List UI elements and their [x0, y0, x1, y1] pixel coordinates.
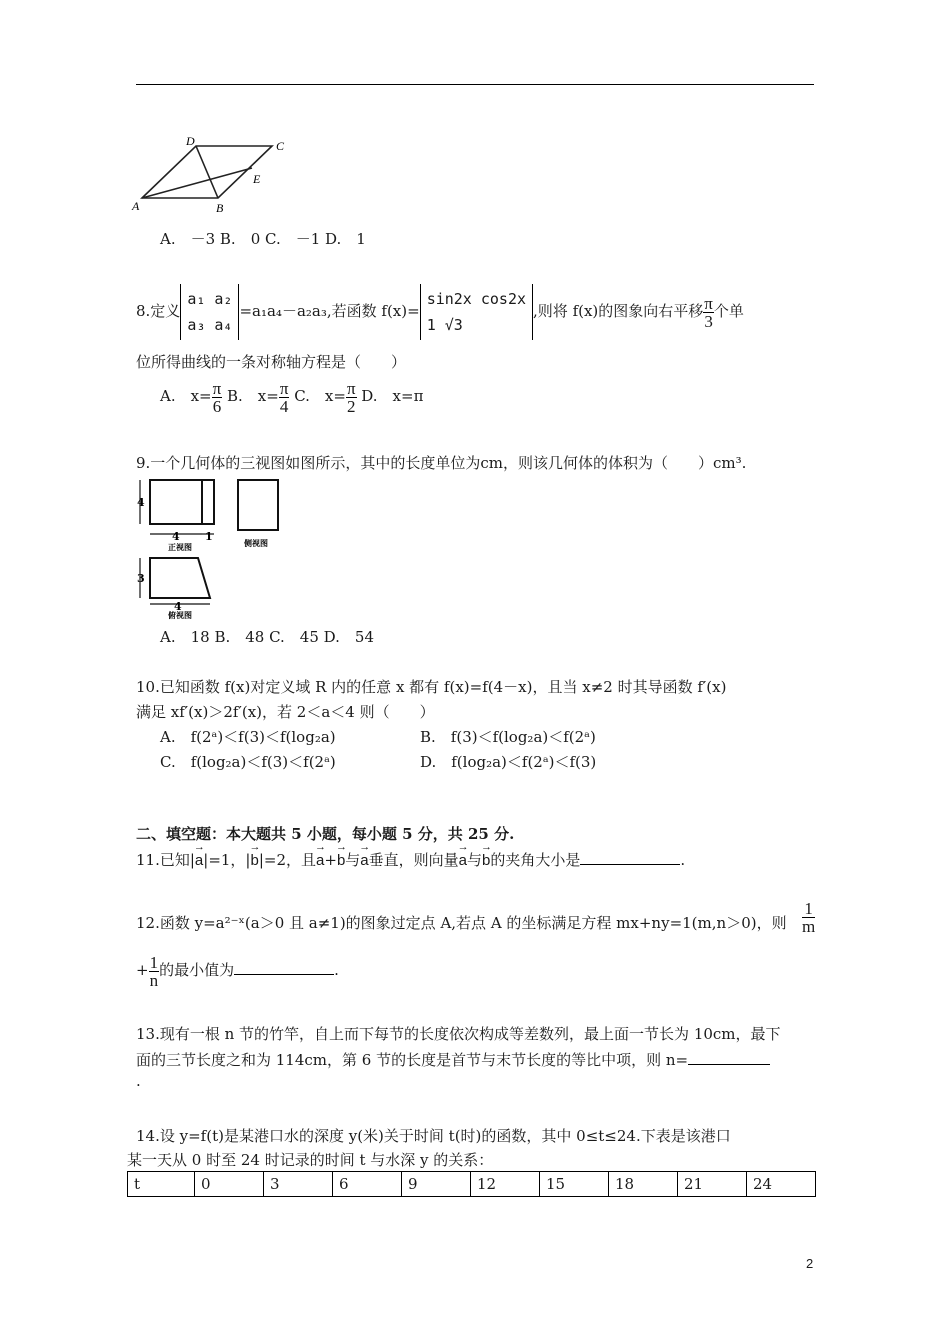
label-B: B	[216, 201, 224, 215]
dim-depth-3: 3	[137, 572, 145, 585]
dim-width-1: 1	[205, 530, 213, 543]
q12-line1: 12.函数 y=a²⁻ˣ(a＞0 且 a≠1)的图象过定点 A,若点 A 的坐标满足方程 mx+ny=1(m,n＞0)，则	[136, 914, 787, 932]
table-cell: 6	[333, 1172, 402, 1197]
parallelogram-figure	[134, 134, 294, 214]
top-view-caption: 俯视图	[168, 610, 192, 620]
q8-def: =a₁a₄－a₂a₃,若函数 f(x)=	[239, 302, 420, 320]
q8-line2: 位所得曲线的一条对称轴方程是（ ）	[136, 353, 407, 371]
table-cell: 18	[609, 1172, 678, 1197]
label-C: C	[276, 139, 285, 153]
header-rule	[136, 84, 814, 85]
q8-options: A. x= $\frac{\pi}{6}$ B. x= $\frac{\pi}{4}$ C. x= $\frac{\pi}{2}$ D. x=π	[160, 378, 424, 416]
q14-line2: 某一天从 0 时至 24 时记录的时间 t 与水深 y 的关系：	[127, 1151, 494, 1169]
q12-fraction-2: $\frac{1}{n}$	[149, 952, 159, 990]
vector-a: → a	[195, 852, 203, 869]
three-view-figure	[134, 474, 294, 620]
q10-optD: D. f(log₂a)＜f(2ᵃ)＜f(3)	[420, 753, 597, 771]
table-cell: 9	[402, 1172, 471, 1197]
q12-line2: + $\frac{1}{n}$ 的最小值为 .	[136, 952, 339, 990]
q13-end: .	[136, 1072, 141, 1090]
table-cell: 21	[678, 1172, 747, 1197]
det2-row2: 1 √3	[426, 316, 463, 334]
side-view-caption: 侧视图	[244, 538, 268, 548]
table-cell: 12	[471, 1172, 540, 1197]
label-A: A	[132, 199, 140, 213]
q10-optC: C. f(log₂a)＜f(3)＜f(2ᵃ)	[160, 753, 336, 771]
function-determinant	[420, 284, 533, 340]
table-cell: t	[128, 1172, 195, 1197]
q12-fraction-1: $\frac{1}{m}$	[802, 899, 816, 936]
section-heading: 二、填空题：本大题共 5 小题，每小题 5 分，共 25 分.	[136, 825, 515, 843]
q8-tail: 个单	[713, 302, 744, 320]
answer-blank	[234, 960, 334, 975]
q8-mid: ,则将 f(x)的图象向右平移	[533, 302, 704, 320]
q13-line1: 13.现有一根 n 节的竹竿，自上而下每节的长度依次构成等差数列，最上面一节长为 10cm，最下	[136, 1025, 781, 1043]
answer-blank	[580, 850, 680, 865]
q9-text: 9.一个几何体的三视图如图所示，其中的长度单位为cm，则该几何体的体积为（ ）cm³.	[136, 454, 747, 472]
q10-line1: 10.已知函数 f(x)对定义域 R 内的任意 x 都有 f(x)=f(4－x)，且当 x≠2 时其导函数 f′(x)	[136, 678, 727, 696]
q10-optA: A. f(2ᵃ)＜f(3)＜f(log₂a)	[160, 728, 336, 746]
q13-line2: 面的三节长度之和为 114cm，第 6 节的长度是首节与末节长度的等比中项，则 n=	[136, 1049, 770, 1070]
table-cell: 24	[747, 1172, 816, 1197]
table-cell: 3	[264, 1172, 333, 1197]
q10-line2: 满足 xf′(x)＞2f′(x)，若 2＜a＜4 则（ ）	[136, 703, 435, 721]
label-D: D	[186, 134, 195, 148]
dim-top-4: 4	[174, 600, 182, 613]
det1-row2: a₃ a₄	[187, 316, 233, 334]
det2-row1: sin2x cos2x	[426, 290, 527, 308]
q7-options: A. －3 B. 0 C. －1 D. 1	[160, 230, 366, 248]
front-view-caption: 正视图	[168, 542, 192, 552]
q8-line1	[136, 283, 744, 340]
det1-row1: a₁ a₂	[187, 290, 233, 308]
table-cell: 15	[540, 1172, 609, 1197]
vector-b: → b	[251, 852, 259, 869]
q14-line1: 14.设 y=f(t)是某港口水的深度 y(米)关于时间 t(时)的函数，其中 0≤t≤24.下表是该港口	[136, 1127, 731, 1145]
table-row	[128, 1172, 816, 1197]
q11-text: 11.已知|→ a|=1，|→ b|=2，且→ a+→ b与→ a垂直，则向量→ a与→ b的夹角大小是 .	[136, 849, 685, 870]
determinant-definition	[180, 284, 239, 340]
answer-blank	[688, 1050, 770, 1065]
q9-options: A. 18 B. 48 C. 45 D. 54	[160, 628, 375, 646]
depth-table	[127, 1171, 816, 1197]
shift-fraction: $\frac{\pi}{3}$	[704, 293, 713, 331]
dim-width-4: 4	[172, 530, 180, 543]
dim-height-4: 4	[137, 496, 145, 509]
label-E: E	[253, 172, 261, 186]
page-number: 2	[806, 1256, 814, 1271]
q8-prefix: 8.定义	[136, 302, 181, 320]
table-cell: 0	[195, 1172, 264, 1197]
q10-optB: B. f(3)＜f(log₂a)＜f(2ᵃ)	[420, 728, 596, 746]
